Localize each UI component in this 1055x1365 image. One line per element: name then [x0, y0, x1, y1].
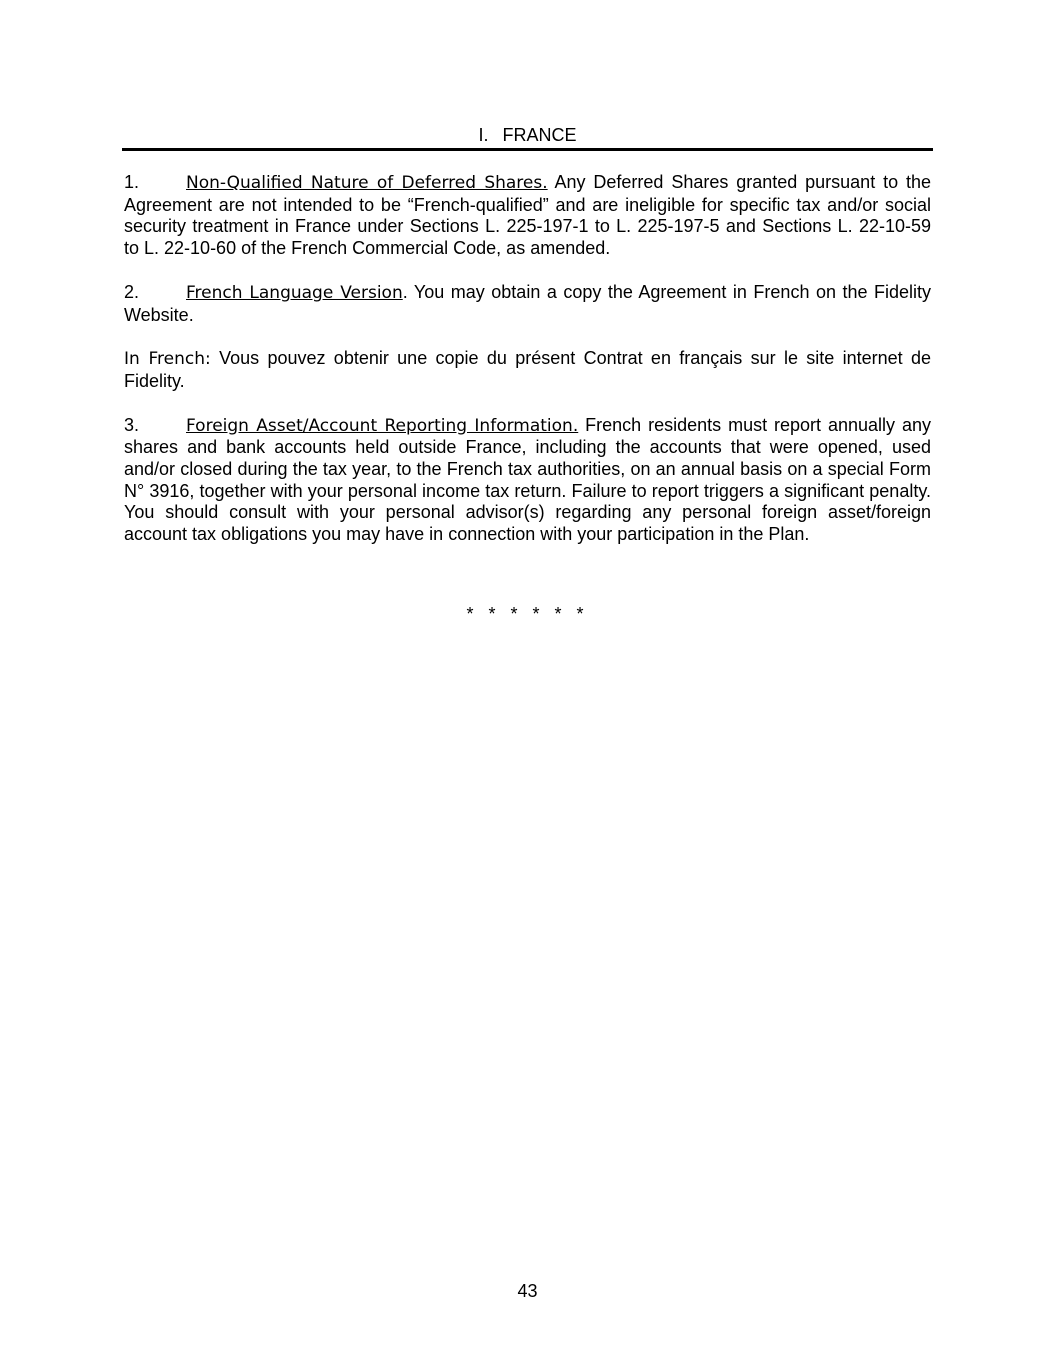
paragraph-number: 2. — [124, 281, 140, 302]
paragraph-text: Any Deferred Shares granted pursuant to the Agreement are not intended to be “French-qualified” and are ineligible for specific tax and/or social security treatment in France under Sections L. 225-197-1 to L. 225-197-5 and Sections L. 22-10-59 to L. 22-10-60 of the French Commercial Code, as amended. — [124, 172, 931, 259]
paragraph-lead: In French: — [124, 349, 211, 370]
section-number: I. — [478, 125, 489, 145]
page-number: 43 — [517, 1281, 538, 1301]
paragraph-text: French residents must report annually any shares and bank accounts held outside France, including the accounts that were opened, used and/or closed during the tax year, to the French tax authorities, on an annual basis on a special Form N° 3916, together with your personal income tax return. Failure to report triggers a significant penalty. You should consult with your personal advisor(s) regarding any personal foreign asset/foreign account tax obligations you may have in connection with your participation in the Plan. — [124, 414, 931, 545]
paragraph-number: 3. — [124, 414, 140, 435]
paragraph-1 — [124, 172, 931, 260]
paragraph-2 — [124, 282, 931, 326]
paragraph-3 — [124, 415, 931, 546]
paragraph-text: . You may obtain a copy the Agreement in French on the Fidelity Website. — [124, 281, 932, 325]
section-title: FRANCE — [502, 125, 577, 145]
section-heading — [122, 124, 933, 151]
paragraph-title: French Language Version — [186, 282, 403, 303]
section-separator: * * * * * * — [466, 604, 589, 624]
paragraph-title: Foreign Asset/Account Reporting Information. — [186, 415, 579, 436]
paragraph-number: 1. — [124, 172, 140, 192]
document-body — [124, 172, 931, 568]
paragraph-text: Vous pouvez obtenir une copie du présent Contrat en français sur le site internet de Fidelity. — [124, 348, 931, 391]
paragraph-title: Non-Qualified Nature of Deferred Shares. — [186, 173, 548, 193]
paragraph-french — [124, 348, 931, 392]
